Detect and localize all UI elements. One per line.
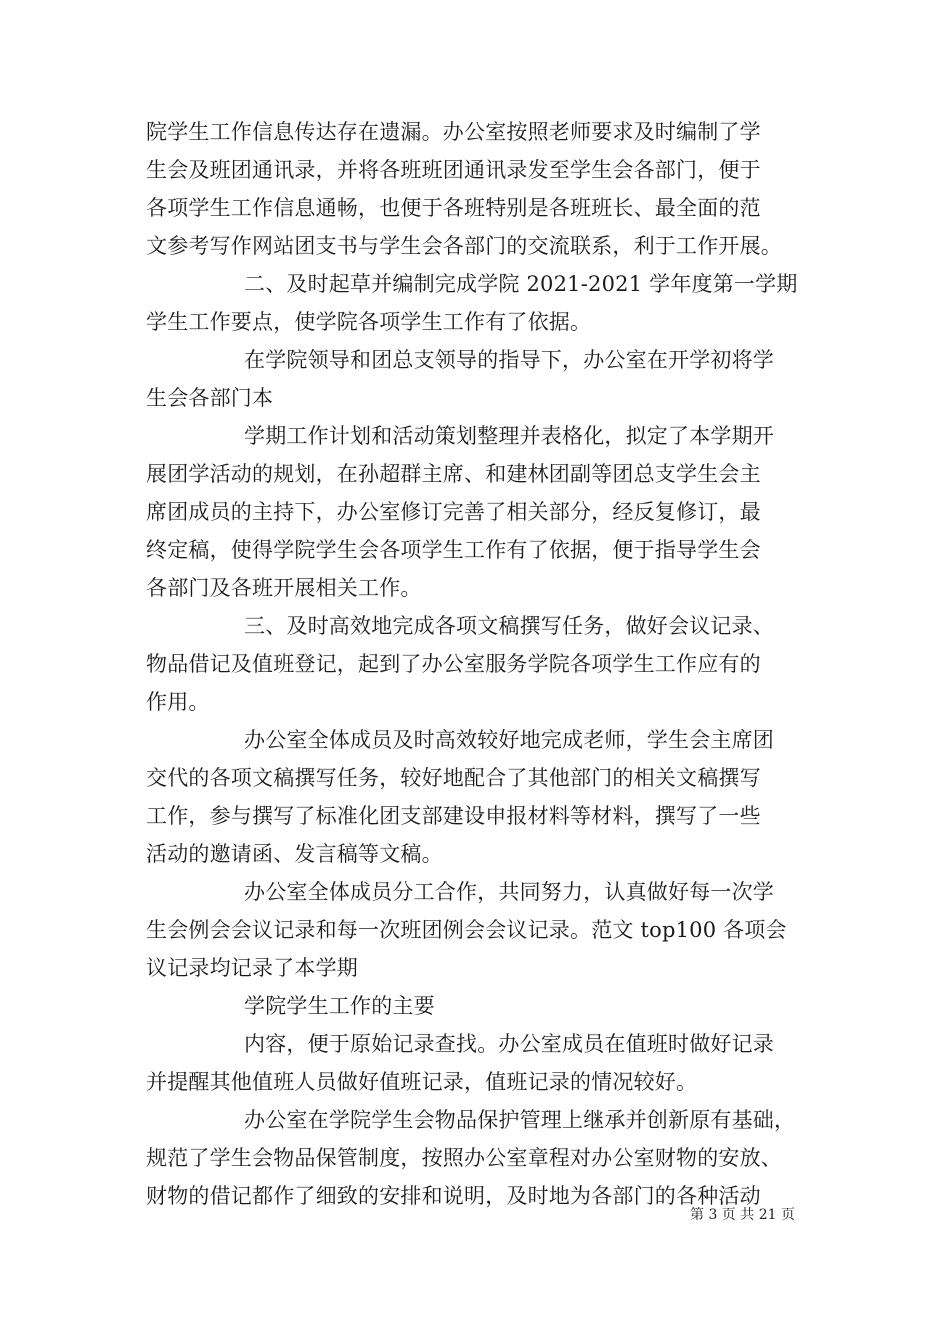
body-text-line: 议记录均记录了本学期 (146, 956, 358, 980)
body-text-line: 办公室全体成员及时高效较好地完成老师，学生会主席团 (244, 728, 774, 752)
body-text-line: 各部门及各班开展相关工作。 (146, 576, 422, 600)
section-heading-line: 三、及时高效地完成各项文稿撰写任务，做好会议记录、 (244, 614, 774, 638)
body-text-line: 学院学生工作的主要 (244, 994, 435, 1018)
body-text-line: 生会及班团通讯录，并将各班班团通讯录发至学生会各部门，便于 (146, 158, 761, 182)
body-text-line: 办公室全体成员分工合作，共同努力，认真做好每一次学 (244, 880, 774, 904)
body-text-line: 在学院领导和团总支领导的指导下，办公室在开学初将学 (244, 348, 774, 372)
body-text-line: 并提醒其他值班人员做好值班记录，值班记录的情况较好。 (146, 1070, 698, 1094)
page-number-footer: 第 3 页 共 21 页 (690, 1207, 795, 1223)
body-text-line: 各项学生工作信息通畅，也便于各班特别是各班班长、最全面的范 (146, 196, 761, 220)
body-text-line: 工作，参与撰写了标准化团支部建设申报材料等材料，撰写了一些 (146, 804, 761, 828)
body-text-line: 展团学活动的规划，在孙超群主席、和建林团副等团总支学生会主 (146, 462, 761, 486)
section-heading-line: 作用。 (146, 690, 210, 714)
body-text-line: 学期工作计划和活动策划整理并表格化，拟定了本学期开 (244, 424, 774, 448)
body-text-line: 交代的各项文稿撰写任务，较好地配合了其他部门的相关文稿撰写 (146, 766, 761, 790)
section-heading-line: 学生工作要点，使学院各项学生工作有了依据。 (146, 310, 592, 334)
body-text-line: 办公室在学院学生会物品保护管理上继承并创新原有基础， (244, 1108, 796, 1132)
body-text-line: 院学生工作信息传达存在遗漏。办公室按照老师要求及时编制了学 (146, 120, 761, 144)
body-text-line: 内容，便于原始记录查找。办公室成员在值班时做好记录 (244, 1032, 774, 1056)
body-text-line: 终定稿，使得学院学生会各项学生工作有了依据，便于指导学生会 (146, 538, 761, 562)
body-text-line: 席团成员的主持下，办公室修订完善了相关部分，经反复修订，最 (146, 500, 761, 524)
body-text-line: 财物的借记都作了细致的安排和说明，及时地为各部门的各种活动 (146, 1184, 761, 1208)
section-heading-line: 物品借记及值班登记，起到了办公室服务学院各项学生工作应有的 (146, 652, 761, 676)
body-text-line: 活动的邀请函、发言稿等文稿。 (146, 842, 443, 866)
body-text-line: 生会各部门本 (146, 386, 274, 410)
body-text-line: 生会例会会议记录和每一次班团例会会议记录。范文 top100 各项会 (146, 918, 787, 942)
body-text-line: 文参考写作网站团支书与学生会各部门的交流联系，利于工作开展。 (146, 234, 782, 258)
body-text-line: 规范了学生会物品保管制度，按照办公室章程对办公室财物的安放、 (146, 1146, 782, 1170)
section-heading-line: 二、及时起草并编制完成学院 2021-2021 学年度第一学期 (244, 272, 798, 296)
